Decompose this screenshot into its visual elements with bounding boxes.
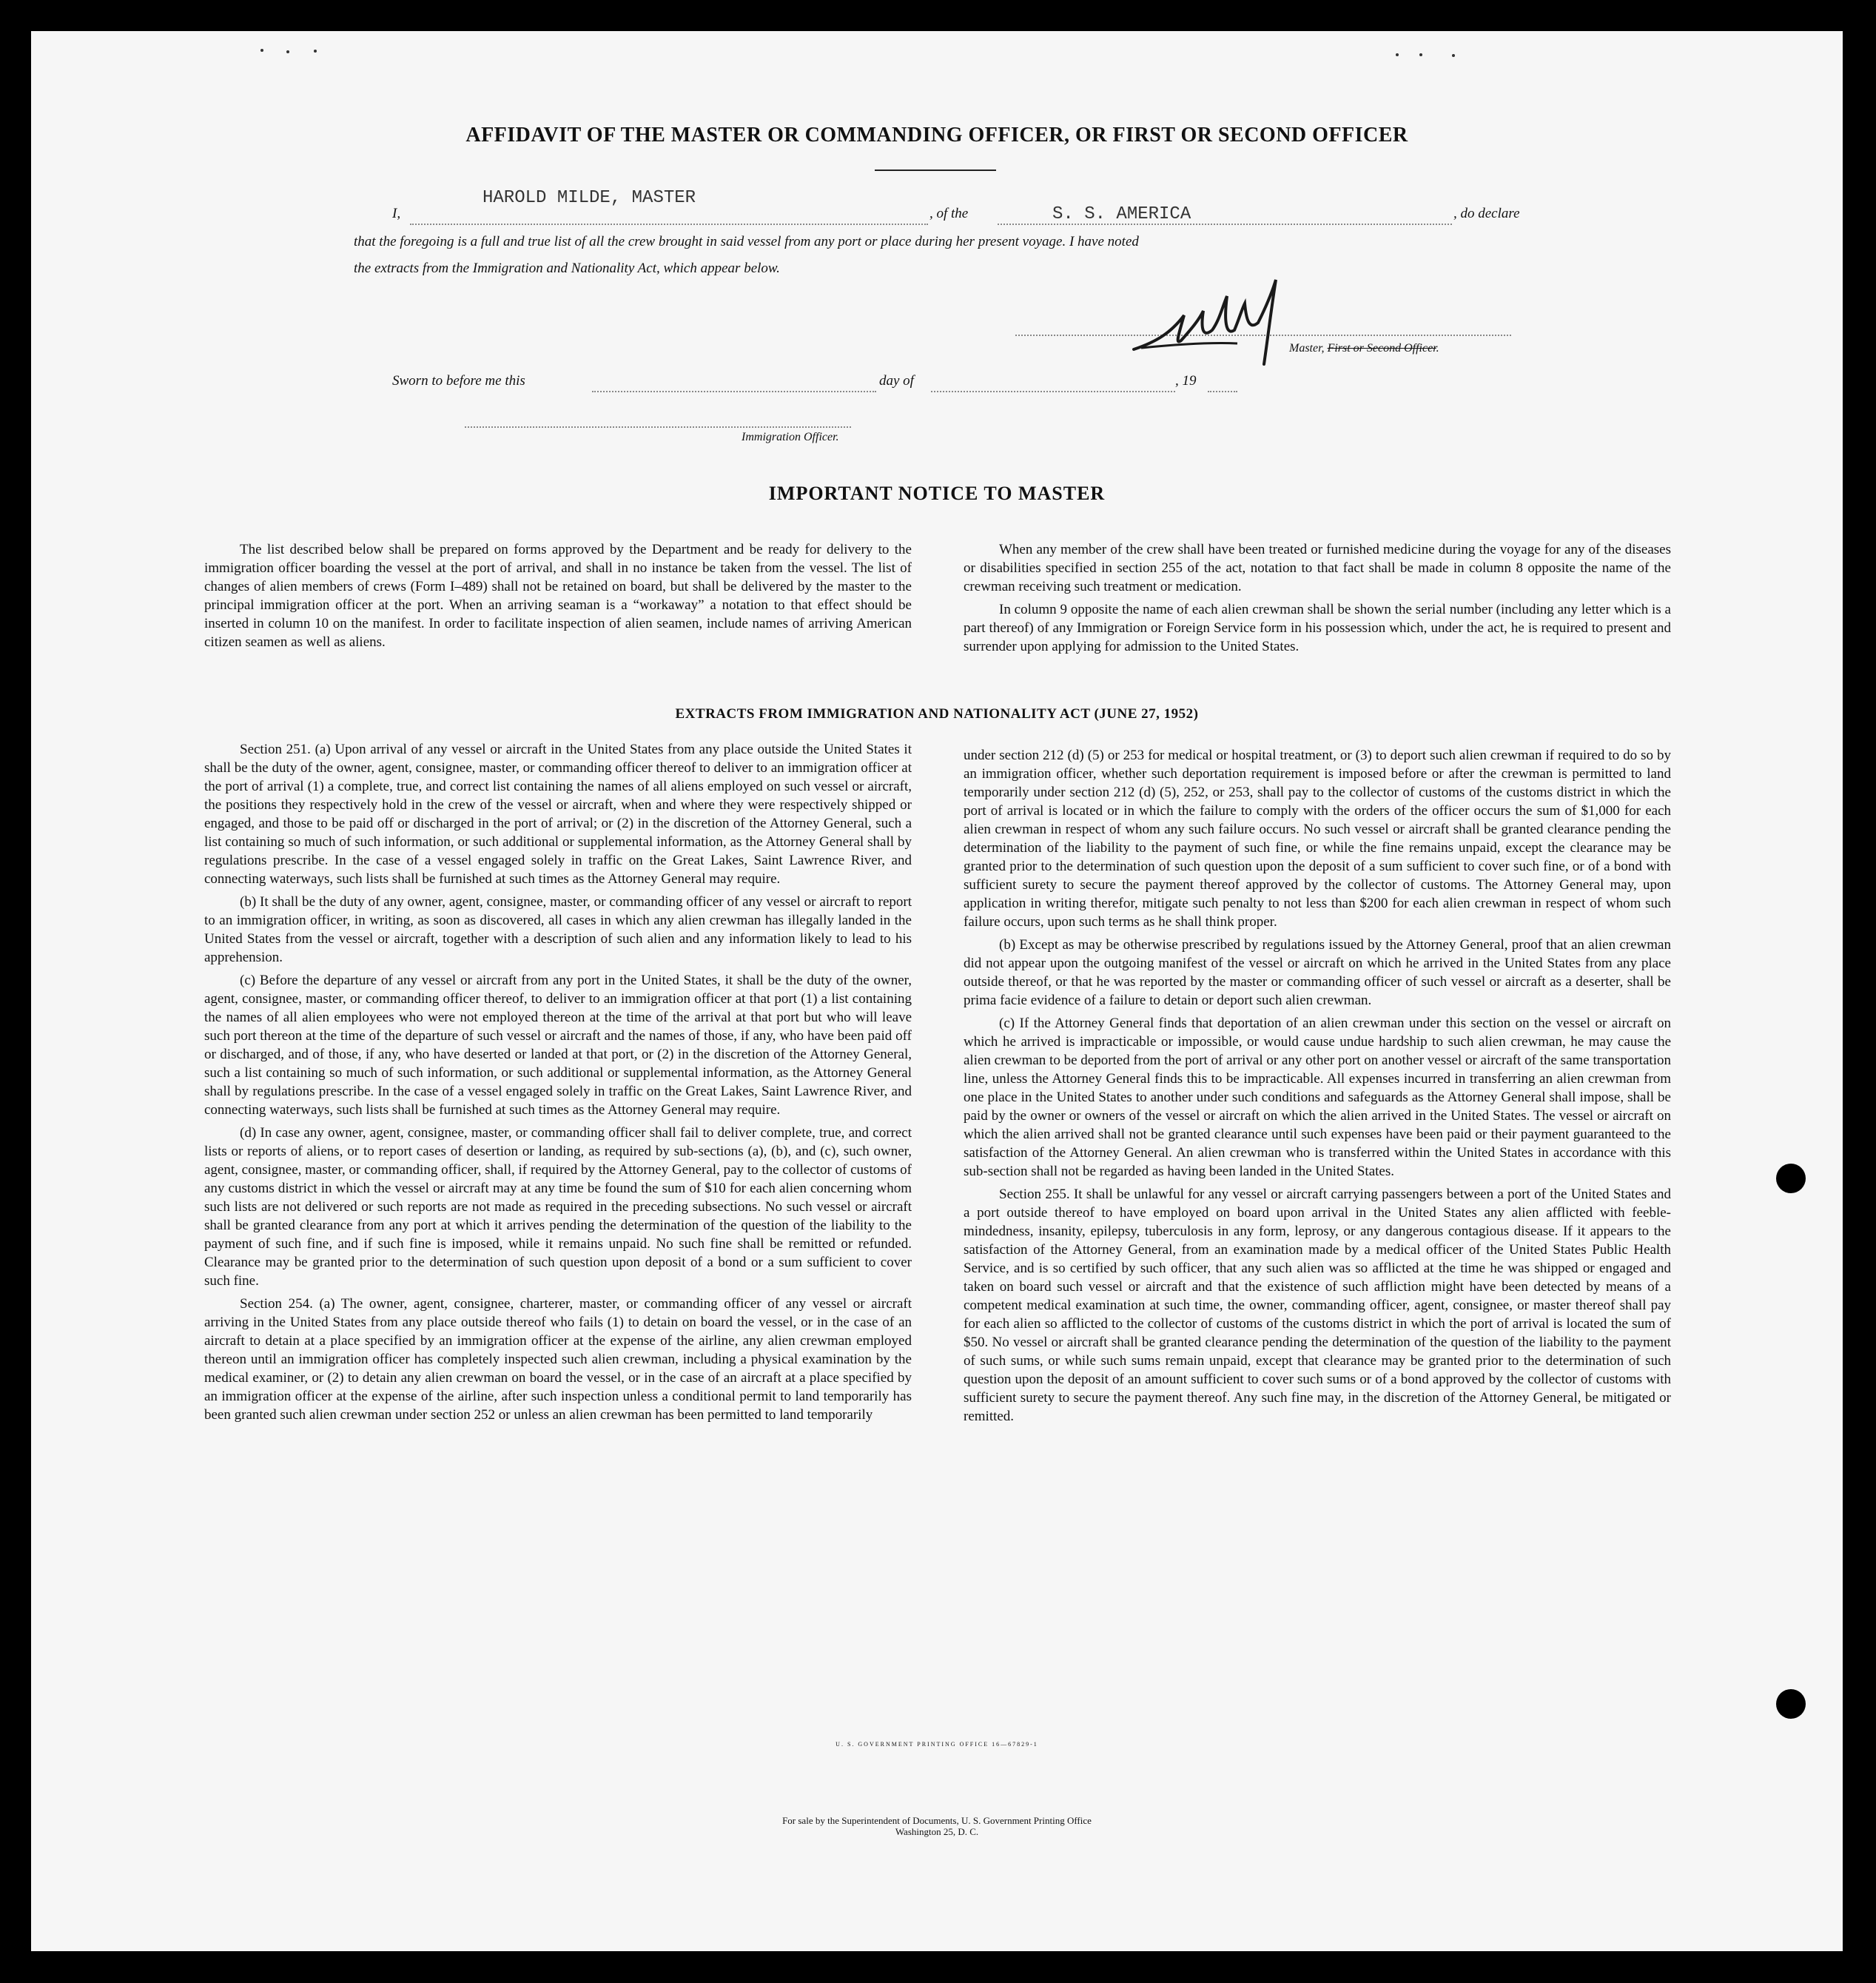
scan-speck bbox=[1452, 54, 1455, 57]
scan-speck bbox=[260, 49, 263, 52]
extract-paragraph: Section 255. It shall be unlawful for any vessel or aircraft carrying passengers between a port of the United States and a port outside thereof to have employed on board upon arrival in the United States any alien afflicted with feeble-mindedness, insanity, epilepsy, tuberculosis in any form, leprosy, or any dangerous contagious disease. If it appears to the satisfaction of the Attorney General, from an examination made by a medical officer of the United States Public Health Service, and is so certified by such officer, that any such alien was so afflicted at the time he was shipped or engaged and taken on board such vessel or aircraft and that the existence of such affliction might have been detected by means of a competent medical examination at such time, the owner, commanding officer, agent, consignee, or master thereof shall pay for each alien so afflicted to the collector of customs of the customs district in which the port of arrival is located the sum of $50. No vessel or aircraft shall be granted clearance pending the determination of the question of the liability to the payment of such sums, or while such sums remain unpaid, except that clearance may be granted prior to the determination of such question upon the deposit of an amount sufficient to cover such sums or of a bond approved by the collector of customs with sufficient surety to secure the payment thereof. Any such fine may, in the discretion of the Attorney General, be mitigated or remitted. bbox=[964, 1187, 1671, 1424]
year-label: , 19 bbox=[1175, 373, 1197, 389]
sale-notice-line: Washington 25, D. C. bbox=[895, 1826, 979, 1837]
notice-right-column bbox=[964, 540, 1671, 660]
extract-paragraph: (c) If the Attorney General finds that deportation of an alien crewman under this section on the vessel or aircraft on which he arrived is impracticable or impossible, or would cause undue hardship to such alien crewman, he may cause the alien crewman to be deported from the port of arrival or any other port on another vessel or aircraft of the same transportation line, unless the Attorney General finds this to be impracticable. All expenses incurred in transferring an alien crewman from one place in the United States to another under such conditions and safeguards as the Attorney General shall impose, shall be paid by the owner or owners of the vessel or aircraft on which the alien arrived in the United States. The vessel or aircraft on which the alien arrived shall not be granted clearance until such expenses have been paid or their payment guaranteed to the satisfaction of the Attorney General. An alien crewman who is transferred within the United States in accordance with this sub-section shall not be regarded as having been landed in the United States. bbox=[964, 1016, 1671, 1179]
declarant-name: HAROLD MILDE, MASTER bbox=[483, 188, 696, 208]
sworn-day-field bbox=[592, 375, 876, 392]
document-page bbox=[31, 31, 1843, 1951]
affidavit-statement-line: the extracts from the Immigration and Nationality Act, which appear below. bbox=[354, 261, 780, 276]
title-divider bbox=[875, 170, 996, 171]
extracts-title: EXTRACTS FROM IMMIGRATION AND NATIONALITY ACT (JUNE 27, 1952) bbox=[675, 706, 1199, 722]
declarant-field bbox=[410, 207, 928, 225]
sale-notice-line: For sale by the Superintendent of Documents, U. S. Government Printing Office bbox=[782, 1815, 1092, 1826]
extract-paragraph: (b) It shall be the duty of any owner, agent, consignee, master, or commanding officer of any vessel or aircraft to report to an immigration officer, in writing, as soon as discovered, all cases in which any alien crewman has illegally landed in the United States from the vessel or aircraft, together with a description of such alien and any information likely to lead to his apprehension. bbox=[204, 894, 912, 965]
extract-paragraph: (d) In case any owner, agent, consignee, master, or commanding officer shall fail to deliver complete, true, and correct lists or reports of aliens, or to report cases of desertion or landing, as required by sub-sections (a), (b), and (c), such owner, agent, consignee, master, or commanding officer, shall, if required by the Attorney General, pay to the collector of customs of any customs district in which the vessel or aircraft may at any time be found the sum of $10 for each alien concerning whom such lists are not delivered or such reports are not made as required in the preceding subsections. No such vessel or aircraft shall be granted clearance from any port at which it arrives pending the determination of the question of the liability to the payment of such fine, and if such fine is imposed, while it remains unpaid. No such fine shall be remitted or refunded. Clearance may be granted prior to the determination of such question upon deposit of a bond or a sum sufficient to cover such fine. bbox=[204, 1125, 912, 1289]
extract-paragraph: (c) Before the departure of any vessel or aircraft from any port in the United States, it shall be the duty of the owner, agent, consignee, master, or commanding officer thereof, to deliver to an immigration officer at that port (1) a list containing the names of all alien employees who were not employed thereon at the time of the arrival at that port but who will leave such port thereon at the time of the departure of such vessel or aircraft and the names of those, if any, who have been paid off or discharged, and of those, if any, who have deserted or landed at that port, or (2) in the discretion of the Attorney General, such a list containing so much of such information, or such additional or supplemental information, as the Attorney General shall by regulations prescribe. In the case of a vessel engaged solely in traffic on the Great Lakes, Saint Lawrence River, and connecting waterways, such lists shall be furnished at such times as the Attorney General may require. bbox=[204, 973, 912, 1118]
scan-speck bbox=[1419, 53, 1422, 56]
extract-paragraph: Section 251. (a) Upon arrival of any vessel or aircraft in the United States from any place outside the United States it shall be the duty of the owner, agent, consignee, master, or commanding officer thereof to deliver to an immigration officer at the port of arrival (1) a complete, true, and correct list containing the names of all aliens employed on such vessel or aircraft, the positions they respectively hold in the crew of the vessel or aircraft, when and where they were respectively shipped or engaged, and those to be paid off or discharged in the port of arrival; or (2) in the discretion of the Attorney General, such a list containing so much of such information, or such additional or supplemental information, as the Attorney General shall by regulations prescribe. In the case of a vessel engaged solely in traffic on the Great Lakes, Saint Lawrence River, and connecting waterways, such lists shall be furnished at such times as the Attorney General may require. bbox=[204, 742, 912, 887]
do-declare-label: , do declare bbox=[1453, 206, 1520, 221]
sworn-month-field bbox=[931, 375, 1175, 392]
sworn-year-field bbox=[1208, 375, 1237, 392]
scan-speck bbox=[286, 50, 289, 53]
extract-paragraph: under section 212 (d) (5) or 253 for medical or hospital treatment, or (3) to deport such alien crewman if required to do so by an immigration officer, whether such deportation requirement is imposed before or after the crewman is permitted to land temporarily under section 212 (d) (5), 252, or 253, shall pay to the collector of customs of the customs district in which the port of arrival is located or in which the failure to comply with the orders of the officer occurs the sum of $1,000 for each alien crewman in respect of whom any such failure occurs. No such vessel or aircraft shall be granted clearance pending the determination of the liability to the payment of such fine, or while the fine remains unpaid, except the clearance may be granted prior to the determination of such question upon the deposit of a sum sufficient to cover such fine, or of a bond with sufficient surety to secure the payment thereof approved by the collector of customs. The Attorney General may, upon application in writing therefor, mitigate such penalty to not less than $200 for each alien crewman in respect of whom such failure occurs, upon such terms as he shall think proper. bbox=[964, 748, 1671, 930]
scan-speck bbox=[1396, 53, 1399, 56]
of-the-label: , of the bbox=[929, 206, 969, 221]
notice-title: IMPORTANT NOTICE TO MASTER bbox=[768, 483, 1106, 504]
punch-hole bbox=[1776, 1164, 1806, 1193]
handwritten-signature bbox=[1126, 268, 1304, 372]
day-of-label: day of bbox=[879, 373, 914, 389]
printing-office-line: U. S. GOVERNMENT PRINTING OFFICE 16—67829-1 bbox=[836, 1741, 1038, 1748]
punch-hole bbox=[1776, 1689, 1806, 1719]
sale-notice bbox=[31, 1815, 1843, 1837]
notice-paragraph: The list described below shall be prepared on forms approved by the Department and be ready for delivery to the immigration officer boarding the vessel at the port of arrival, and shall in no instance be taken from the vessel. The list of changes of alien members of crews (Form I–489) shall not be retained on board, but shall be delivered by the master to the principal immigration officer at the port. When an arriving seaman is a “workaway” a notation to that effect should be inserted in column 10 on the manifest. In order to facilitate inspection of alien seamen, include names of arriving American citizen seamen as well as aliens. bbox=[204, 542, 912, 650]
affidavit-i-label: I, bbox=[392, 206, 401, 221]
officer-caption: Immigration Officer. bbox=[742, 431, 839, 443]
extracts-left-column bbox=[204, 740, 912, 1429]
vessel-name: S. S. AMERICA bbox=[1052, 204, 1191, 224]
notice-paragraph: In column 9 opposite the name of each alien crewman shall be shown the serial number (including any letter which is a part thereof) of any Immigration or Foreign Service form in his possession which, under the act, he is required to present and surrender upon applying for admission to the United States. bbox=[964, 602, 1671, 654]
extract-paragraph: (b) Except as may be otherwise prescribed by regulations issued by the Attorney General, proof that an alien crewman did not appear upon the outgoing manifest of the vessel or aircraft on which he arrived in the United States from any place outside thereof, or that he was reported by the master or commanding officer of such vessel or aircraft as a deserter, shall be prima facie evidence of a failure to detain or deport such alien crewman. bbox=[964, 937, 1671, 1008]
notice-left-column bbox=[204, 540, 912, 656]
scan-speck bbox=[314, 50, 317, 53]
sworn-label: Sworn to before me this bbox=[392, 373, 525, 389]
affidavit-statement-line: that the foregoing is a full and true list of all the crew brought in said vessel from any port or place during her present voyage. I have noted bbox=[354, 234, 1139, 249]
signature-caption: Master, First or Second Officer. bbox=[1289, 342, 1439, 355]
extract-paragraph: Section 254. (a) The owner, agent, consignee, charterer, master, or commanding officer of any vessel or aircraft arriving in the United States from any place outside thereof who fails (1) to detain on board the vessel, or in the case of an aircraft to detain at a place specified by an immigration officer at the expense of the airline, any alien crewman employed thereon until an immigration officer has completely inspected such alien crewman, including a physical examination by the medical examiner, or (2) to detain any alien crewman on board the vessel, or in the case of an aircraft at a place specified by an immigration officer at the expense of the airline, after such inspection unless a conditional permit to land temporarily has been granted such alien crewman under section 252 or unless an alien crewman has been permitted to land temporarily bbox=[204, 1296, 912, 1423]
notice-paragraph: When any member of the crew shall have been treated or furnished medicine during the voyage for any of the diseases or disabilities specified in section 255 of the act, notation to that fact shall be made in column 8 opposite the name of the crewman receiving such treatment or medication. bbox=[964, 542, 1671, 594]
officer-signature-line bbox=[465, 425, 851, 428]
extracts-right-column bbox=[964, 746, 1671, 1430]
affidavit-title: AFFIDAVIT OF THE MASTER OR COMMANDING OFFICER, OR FIRST OR SECOND OFFICER bbox=[465, 124, 1408, 147]
